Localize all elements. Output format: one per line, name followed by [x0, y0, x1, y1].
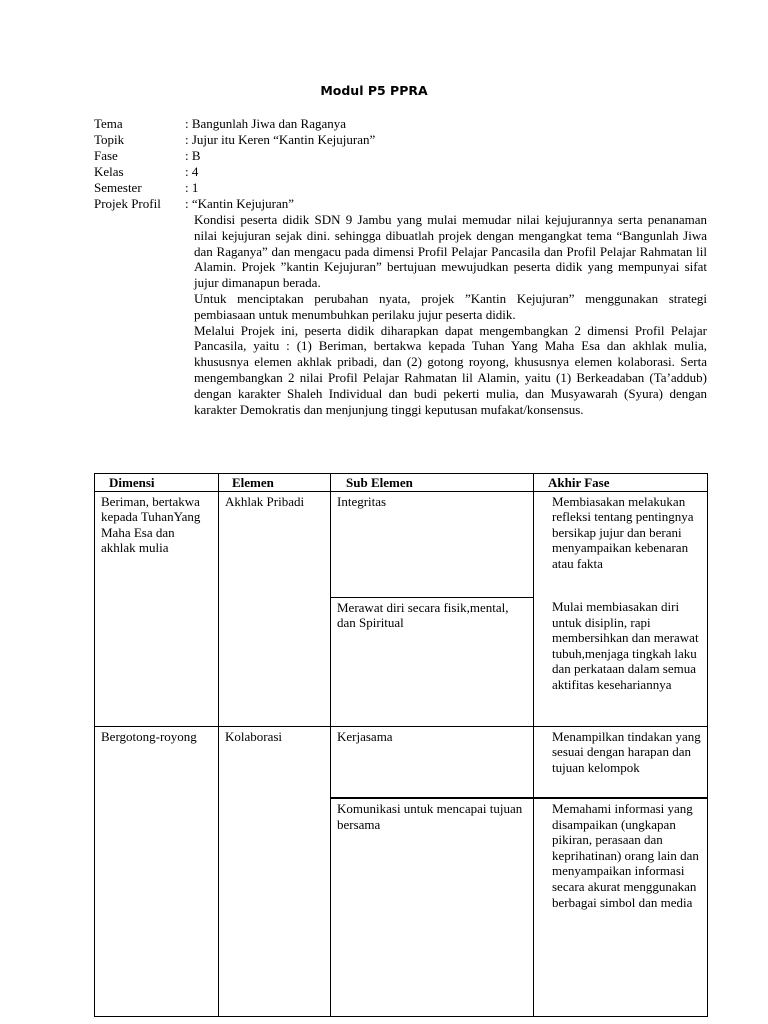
- info-row-tema: [94, 116, 714, 132]
- info-value: : B: [185, 148, 201, 163]
- info-value: : 4: [185, 164, 199, 179]
- table-row: [95, 491, 708, 597]
- header-dimensi: Dimensi: [95, 474, 219, 492]
- elemen-cell: Akhlak Pribadi: [219, 491, 331, 726]
- sub-elemen-cell: Komunikasi untuk mencapai tujuan bersama: [331, 798, 534, 1016]
- header-elemen: Elemen: [219, 474, 331, 492]
- info-row-semester: [94, 180, 714, 196]
- info-label: Fase: [94, 148, 118, 163]
- table-header-row: [95, 474, 708, 492]
- akhir-fase-cell: Mulai membiasakan diri untuk disiplin, rapi membersihkan dan merawat tubuh,menjaga tingkah laku dan perkataan dalam semua aktifitas kesehariannya: [534, 597, 708, 726]
- info-label: Tema: [94, 116, 123, 131]
- header-akhir-fase: Akhir Fase: [534, 474, 708, 492]
- info-value: : Bangunlah Jiwa dan Raganya: [185, 116, 347, 131]
- sub-elemen-cell: Merawat diri secara fisik,mental, dan Spiritual: [331, 597, 534, 726]
- info-value: : Jujur itu Keren “Kantin Kejujuran”: [185, 132, 376, 147]
- dimensi-cell: Beriman, bertakwa kepada TuhanYang Maha Esa dan akhlak mulia: [95, 491, 219, 726]
- info-label: Semester: [94, 180, 142, 195]
- description-paragraph: Untuk menciptakan perubahan nyata, projek ”Kantin Kejujuran” menggunakan strategi pembiasaan untuk menumbuhkan perilaku jujur peserta didik.: [194, 290, 707, 322]
- document-title: Modul P5 PPRA: [320, 83, 428, 98]
- sub-elemen-cell: Kerjasama: [331, 726, 534, 798]
- info-value: : 1: [185, 180, 199, 195]
- akhir-fase-cell: Memahami informasi yang disampaikan (ungkapan pikiran, perasaan dan keprihatinan) orang lain dan menyampaikan informasi secara akurat menggunakan berbagai simbol dan media: [534, 798, 708, 1016]
- project-description: [194, 212, 707, 417]
- info-row-topik: [94, 132, 714, 148]
- info-label: Topik: [94, 132, 125, 147]
- table-row: [95, 726, 708, 798]
- info-row-fase: [94, 148, 714, 164]
- module-info: [94, 116, 714, 212]
- sub-elemen-cell: Integritas: [331, 491, 534, 597]
- description-paragraph: Melalui Projek ini, peserta didik diharapkan dapat mengembangkan 2 dimensi Profil Pelajar Pancasila, yaitu : (1) Beriman, bertakwa kepada Tuhan Yang Maha Esa dan akhlak mulia, khususnya elemen akhlak pribadi, dan (2) gotong royong, khususnya elemen kolaborasi. Serta mengembangkan 2 nilai Profil Pelajar Rahmatan lil Alamin, yaitu (1) Berkeadaban (Ta’addub) dengan karakter Shaleh Individual dan budi pekerti mulia, dan Musyawarah (Syura) dengan karakter Demokratis dan menjunjung tinggi keputusan mufakat/konsensus.: [194, 322, 707, 417]
- info-row-kelas: [94, 164, 714, 180]
- elemen-cell: Kolaborasi: [219, 726, 331, 1016]
- description-paragraph: Kondisi peserta didik SDN 9 Jambu yang mulai memudar nilai kejujurannya serta penanaman nilai kejujuran sejak dini. sehingga dibuatlah projek dengan mengangkat tema “Bangunlah Jiwa dan Raganya” dan mengacu pada dimensi Profil Pelajar Pancasila dan Profil Pelajar Rahmatan lil Alamin. Projek ”kantin Kejujuran” bertujuan mewujudkan peserta didik yang mempunyai sifat jujur dimanapun berada.: [194, 212, 707, 291]
- info-value: : “Kantin Kejujuran”: [185, 196, 295, 211]
- akhir-fase-cell: Membiasakan melakukan refleksi tentang pentingnya bersikap jujur dan berani menyampaikan kebenaran atau fakta: [534, 491, 708, 597]
- dimensi-cell: Bergotong-royong: [95, 726, 219, 1016]
- info-label: Kelas: [94, 164, 124, 179]
- info-row-projek-profil: [94, 196, 714, 212]
- akhir-fase-cell: Menampilkan tindakan yang sesuai dengan harapan dan tujuan kelompok: [534, 726, 708, 798]
- header-sub-elemen: Sub Elemen: [331, 474, 534, 492]
- dimension-table: [94, 473, 708, 1017]
- info-label: Projek Profil: [94, 196, 161, 211]
